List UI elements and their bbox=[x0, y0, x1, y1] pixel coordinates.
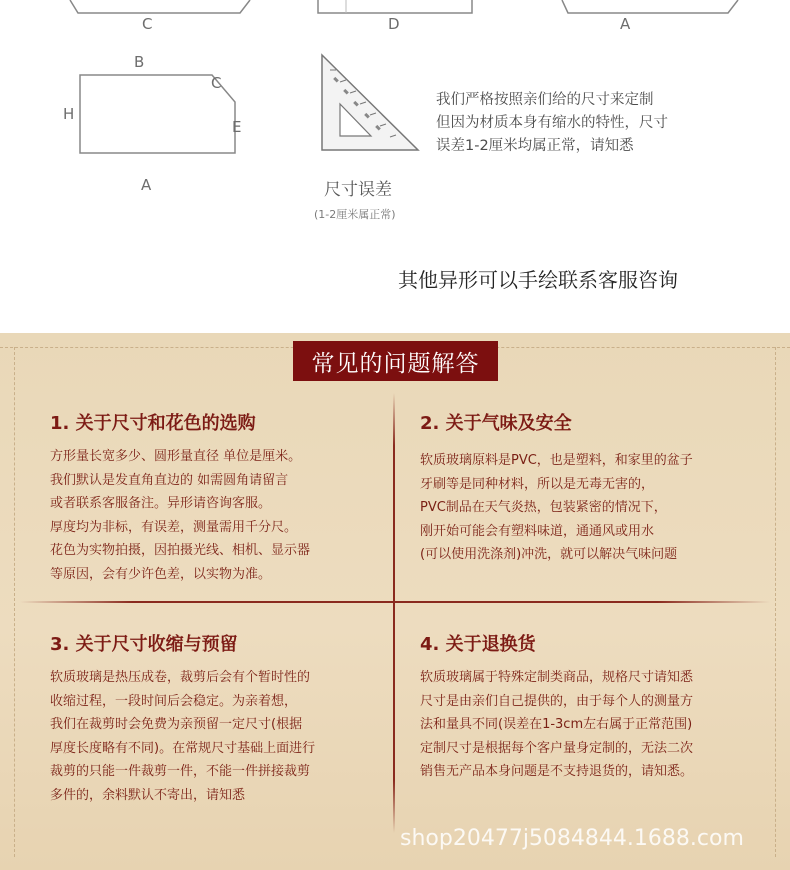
faq-vertical-divider bbox=[393, 393, 395, 833]
faq-item-line: 方形量长宽多少、圆形量直径 单位是厘米。 bbox=[50, 449, 302, 464]
faq-item-line: 等原因，会有少许色差，以实物为准。 bbox=[50, 566, 272, 582]
label-a: A bbox=[141, 176, 152, 194]
faq-item-line: 牙刷等是同种材料，所以是无毒无害的， bbox=[420, 476, 655, 492]
error-note-line: 误差1-2厘米均属正常，请知悉 bbox=[436, 138, 634, 154]
shop-watermark: shop2047​7j5084844.1688.com bbox=[400, 826, 744, 851]
faq-item-line: 厚度均为非标，有误差，测量需用千分尺。 bbox=[50, 519, 298, 535]
faq-item-line: 软质玻璃原料是PVC，也是塑料，和家里的盆子 bbox=[420, 453, 693, 468]
faq-item-line: 或者联系客服备注。异形请咨询客服。 bbox=[50, 496, 272, 511]
shape-diagram-section bbox=[0, 0, 790, 333]
label-top-c: C bbox=[142, 15, 153, 33]
faq-item-title: 2. 关于气味及安全 bbox=[420, 413, 572, 434]
faq-item-line: 软质玻璃属于特殊定制类商品，规格尺寸请知悉 bbox=[420, 670, 694, 685]
trapezoid-shape-a bbox=[562, 0, 738, 13]
faq-section bbox=[0, 333, 790, 870]
size-error-sublabel: (1-2厘米属正常) bbox=[314, 208, 396, 221]
label-c: C bbox=[211, 74, 222, 92]
faq-item-line: 花色为实物拍摄，因拍摄光线、相机、显示器 bbox=[50, 543, 311, 558]
faq-item-line: 软质玻璃是热压成卷，裁剪后会有个暂时性的 bbox=[50, 670, 311, 685]
faq-item-line: 定制尺寸是根据每个客户量身定制的，无法二次 bbox=[420, 740, 694, 756]
faq-item-line: 尺寸是由亲们自己提供的，由于每个人的测量方 bbox=[420, 693, 694, 709]
faq-item-body bbox=[420, 666, 693, 784]
label-top-a: A bbox=[620, 15, 631, 33]
label-top-d: D bbox=[388, 15, 400, 33]
faq-item-title: 4. 关于退换货 bbox=[420, 634, 536, 655]
faq-item-title: 3. 关于尺寸收缩与预留 bbox=[50, 634, 238, 655]
faq-item-line: 刚开始可能会有塑料味道，通通风或用水 bbox=[420, 523, 655, 539]
size-error-label: 尺寸误差 bbox=[324, 180, 392, 200]
error-note-text bbox=[436, 89, 756, 158]
faq-item-line: PVC制品在天气炎热，包装紧密的情况下， bbox=[420, 500, 667, 515]
faq-title-banner bbox=[293, 341, 498, 381]
faq-item-line: 收缩过程，一段时间后会稳定。为亲着想， bbox=[50, 693, 298, 709]
faq-item-size-color bbox=[50, 409, 310, 586]
faq-item-line: 销售无产品本身问题是不支持退货的，请知悉。 bbox=[420, 764, 694, 779]
faq-item-body bbox=[420, 449, 693, 567]
trapezoid-shape-c bbox=[70, 0, 250, 13]
faq-item-line: 多件的，余料默认不寄出，请知悉 bbox=[50, 787, 246, 803]
contact-service-text: 其他异形可以手绘联系客服咨询 bbox=[398, 268, 678, 292]
faq-item-body bbox=[50, 666, 315, 807]
faq-border-left bbox=[14, 347, 15, 857]
label-e: E bbox=[232, 118, 242, 136]
label-b: B bbox=[134, 53, 145, 71]
faq-item-line: 我们默认是发直角直边的 如需圆角请留言 bbox=[50, 472, 289, 488]
triangle-ruler-icon bbox=[322, 55, 418, 150]
faq-item-line: 裁剪的只能一件裁剪一件，不能一件拼接裁剪 bbox=[50, 764, 311, 779]
faq-title: 常见的问题解答 bbox=[311, 350, 480, 377]
rectangle-shape-d bbox=[318, 0, 472, 13]
faq-item-line: 厚度长度略有不同)。在常规尺寸基础上面进行 bbox=[50, 740, 316, 756]
faq-item-return-exchange bbox=[420, 630, 693, 784]
error-note-line: 但因为材质本身有缩水的特性，尺寸 bbox=[436, 115, 668, 131]
faq-border-right bbox=[775, 347, 776, 857]
faq-item-title: 1. 关于尺寸和花色的选购 bbox=[50, 413, 256, 434]
faq-horizontal-divider bbox=[20, 601, 770, 603]
label-h: H bbox=[63, 105, 75, 123]
faq-item-shrink-reserve bbox=[50, 630, 315, 807]
error-note-line: 我们严格按照亲们给的尺寸来定制 bbox=[436, 92, 654, 108]
faq-item-line: 我们在裁剪时会免费为亲预留一定尺寸(根据 bbox=[50, 717, 303, 732]
faq-item-line: 法和量具不同(误差在1-3cm左右属于正常范围) bbox=[420, 717, 693, 732]
faq-item-smell-safety bbox=[420, 409, 693, 567]
faq-item-line: (可以使用洗涤剂)冲洗，就可以解决气味问题 bbox=[420, 547, 678, 562]
faq-item-body bbox=[50, 445, 310, 586]
